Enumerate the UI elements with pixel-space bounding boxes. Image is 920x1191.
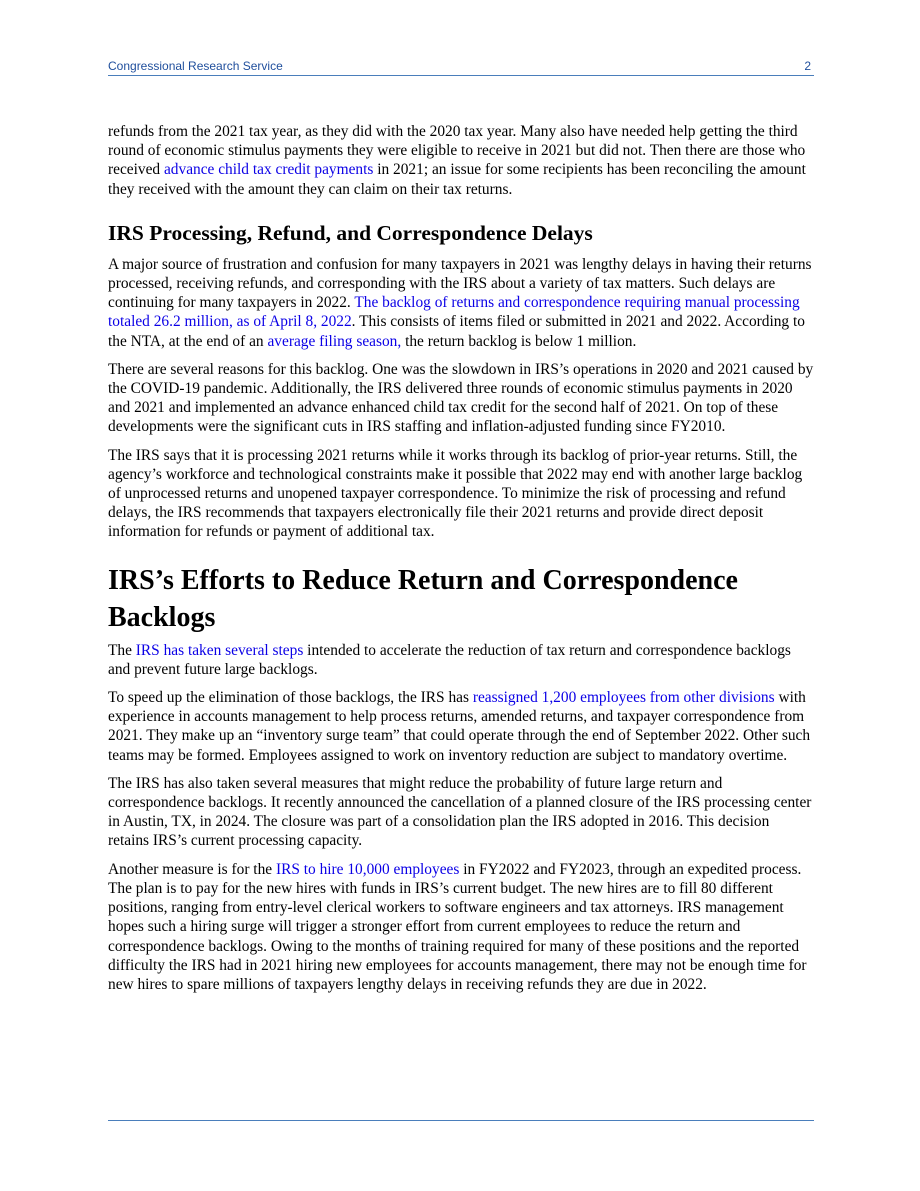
link-irs-several-steps[interactable]: IRS has taken several steps xyxy=(135,641,304,659)
page-number: 2 xyxy=(804,59,811,73)
paragraph-text: Another measure is for the xyxy=(108,860,276,878)
paragraph-text: A major source of frustration and confusion for many taxpayers in 2021 was lengthy delays in having their returns processed, receiving refunds, and corresponding with the IRS about a variety of tax matters. Such delays are continuing for many taxpayers in 2022. xyxy=(108,255,812,312)
intro-text-1: refunds from the 2021 tax year, as they did with the 2020 tax year. Many also have needed help getting the third round of economic stimulus payments they were eligible to receive in 2021 but did not. Then there are those who received xyxy=(108,123,806,179)
reduce-backlogs-paragraph-1 xyxy=(108,641,814,679)
reduce-backlogs-paragraph-3: The IRS has also taken several measures that might reduce the probability of future large return and correspondence backlogs. It recently announced the cancellation of a planned closure of the IRS processing center in Austin, TX, in 2024. The closure was part of a consolidation plan the IRS adopted in 2016. This decision retains IRS’s current processing capacity. xyxy=(108,774,812,850)
footer-divider xyxy=(108,1120,814,1121)
header-organization: Congressional Research Service xyxy=(108,59,283,73)
paragraph-text: in FY2022 and FY2023, through an expedited process. The plan is to pay for the new hires with funds in IRS’s current budget. The new hires are to fill 80 different positions, ranging from entry-level clerical workers to software engineers and tax attorneys. IRS management hopes such a hiring surge will trigger a stronger effort from current employees to reduce the return and correspondence backlogs. Owing to the months of training required for many of these positions and the reported difficulty the IRS had in 2021 hiring new employees for accounts management, there may not be enough time for new hires to spare millions of taxpayers lengthy delays in receiving refunds they are due in 2022. xyxy=(108,860,807,993)
paragraph-text: . This consists of items filed or submitted in 2021 and 2022. According to the NTA, at the end of an xyxy=(108,313,805,350)
paragraph-text: The xyxy=(108,641,136,659)
paragraph-text: with experience in accounts management to help process returns, amended returns, and taxpayer correspondence from 2021. They make up an “inventory surge team” that could operate through the end of September 2022. Other such teams may be formed. Employees assigned to work on inventory reduction are subject to mandatory overtime. xyxy=(108,689,811,764)
document-body xyxy=(108,122,814,1003)
intro-text-2: in 2021; an issue for some recipients has been reconciling the amount they received with the amount they can claim on their tax returns. xyxy=(108,161,806,198)
paragraph-text: the return backlog is below 1 million. xyxy=(401,332,637,350)
processing-delays-paragraph-3: The IRS says that it is processing 2021 returns while it works through its backlog of prior-year returns. Still, the agency’s workforce and technological constraints make it possible that 2022 may end with another large backlog of unprocessed returns and unopened taxpayer correspondence. To minimize the risk of processing and refund delays, the IRS recommends that taxpayers electronically file their 2021 returns and provide direct deposit information for refunds or payment of additional tax. xyxy=(108,446,803,541)
link-backlog-26-million[interactable]: The backlog of returns and correspondence requiring manual processing totaled 26.2 million, as of April 8, 2022 xyxy=(108,294,800,331)
reduce-backlogs-paragraph-2 xyxy=(108,688,814,765)
link-reassigned-1200-employees[interactable]: reassigned 1,200 employees from other divisions xyxy=(472,689,775,707)
section-heading-processing-delays: IRS Processing, Refund, and Correspondence Delays xyxy=(108,220,593,245)
link-advance-child-tax-credit[interactable]: advance child tax credit payments xyxy=(163,161,374,179)
section-heading-reduce-backlogs: IRS’s Efforts to Reduce Return and Correspondence Backlogs xyxy=(108,564,738,633)
link-irs-hire-10000[interactable]: IRS to hire 10,000 employees xyxy=(275,860,460,878)
link-average-filing-season[interactable]: average filing season, xyxy=(267,332,402,350)
page-header xyxy=(108,58,814,76)
intro-paragraph xyxy=(108,122,814,199)
reduce-backlogs-paragraph-4 xyxy=(108,860,814,994)
processing-delays-paragraph-1 xyxy=(108,255,814,351)
paragraph-text: To speed up the elimination of those backlogs, the IRS has xyxy=(108,689,473,707)
paragraph-text: intended to accelerate the reduction of tax return and correspondence backlogs and prevent future large backlogs. xyxy=(108,641,791,678)
processing-delays-paragraph-2: There are several reasons for this backlog. One was the slowdown in IRS’s operations in 2020 and 2021 caused by the COVID-19 pandemic. Additionally, the IRS delivered three rounds of economic stimulus payments in 2020 and 2021 and implemented an advance enhanced child tax credit for the second half of 2021. On top of these developments were the significant cuts in IRS staffing and inflation-adjusted funding since FY2010. xyxy=(108,360,814,436)
